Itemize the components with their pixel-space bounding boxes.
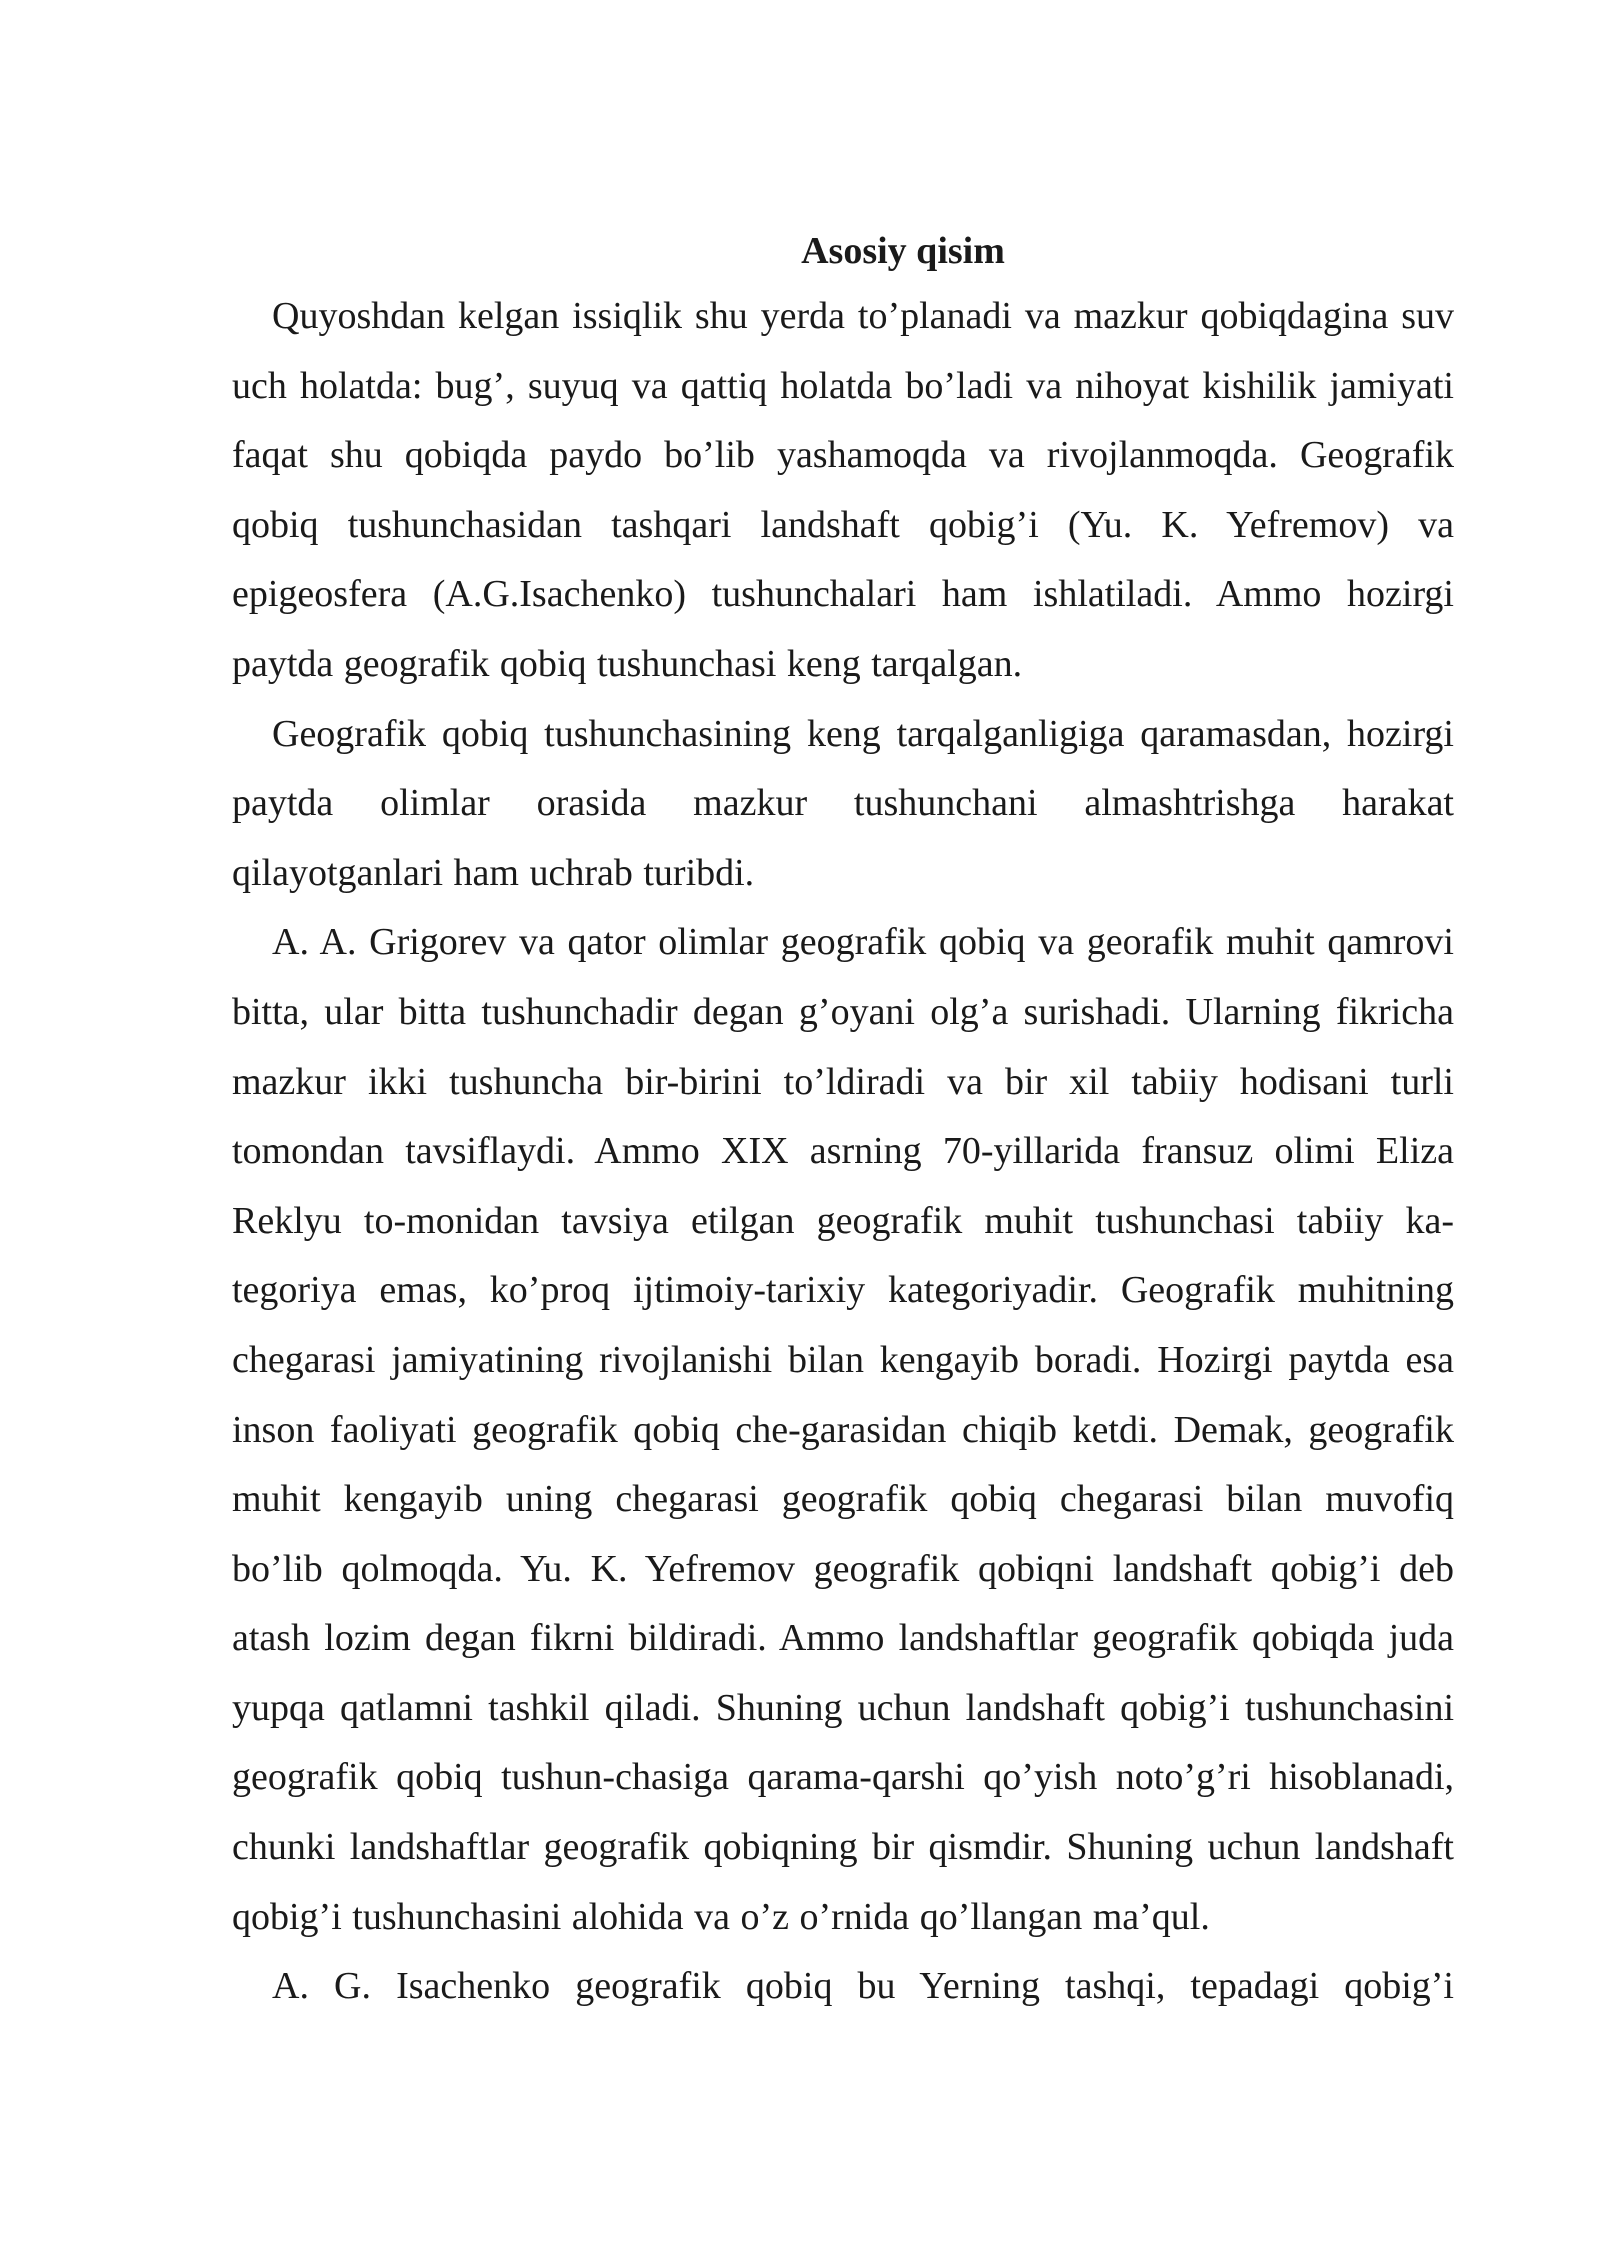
document-body [232,220,1454,2022]
paragraph: Quyoshdan kelgan issiqlik shu yerda to’planadi va mazkur qobiqdagina suv uch holatda: bug’, suyuq va qattiq holatda bo’ladi va nihoyat kishilik jamiyati faqat shu qobiqda paydo bo’lib yashamoqda va rivojlanmoqda. Geografik qobiq tushunchasidan tashqari landshaft qobig’i (Yu. K. Yefremov) va epigeosfera (A.G.Isachenko) tushunchalari ham ishlatiladi. Ammo hozirgi paytda geografik qobiq tushunchasi keng tarqalgan. [232,295,1454,685]
paragraph: Geografik qobiq tushunchasining keng tarqalganligiga qaramasdan, hozirgi paytda olimlar orasida mazkur tushunchani almashtrishga harakat qilayotganlari ham uchrab turibdi. [232,712,1454,894]
paragraph: A. A. Grigorev va qator olimlar geografik qobiq va georafik muhit qamrovi bitta, ular bitta tushunchadir degan g’oyani olg’a surishadi. Ularning fikricha mazkur ikki tushuncha bir-birini to’ldiradi va bir xil tabiiy hodisani turli tomondan tavsiflaydi. Ammo XIX asrning 70-yillarida fransuz olimi Eliza Reklyu to-monidan tavsiya etilgan geografik muhit tushunchasi tabiiy ka-tegoriya emas, ko’proq ijtimoiy-tarixiy kategoriyadir. Geografik muhitning chegarasi jamiyatining rivojlanishi bilan kengayib boradi. Hozirgi paytda esa inson faoliyati geografik qobiq che-garasidan chiqib ketdi. Demak, geografik muhit kengayib uning chegarasi geografik qobiq chegarasi bilan muvofiq bo’lib qolmoqda. Yu. K. Yefremov geografik qobiqni landshaft qobig’i deb atash lozim degan fikrni bildiradi. Ammo landshaftlar geografik qobiqda juda yupqa qatlamni tashkil qiladi. Shuning uchun landshaft qobig’i tushunchasini geografik qobiq tushun-chasiga qarama-qarshi qo’yish noto’g’ri hisoblanadi, chunki landshaftlar geografik qobiqning bir qismdir. Shuning uchun landshaft qobig’i tushunchasini alohida va o’z o’rnida qo’llangan ma’qul. [232,921,1454,1938]
section-title: Asosiy qisim [801,230,1005,272]
paragraph: A. G. Isachenko geografik qobiq bu Yerning tashqi, tepadagi qobig’i [272,1965,1454,2008]
